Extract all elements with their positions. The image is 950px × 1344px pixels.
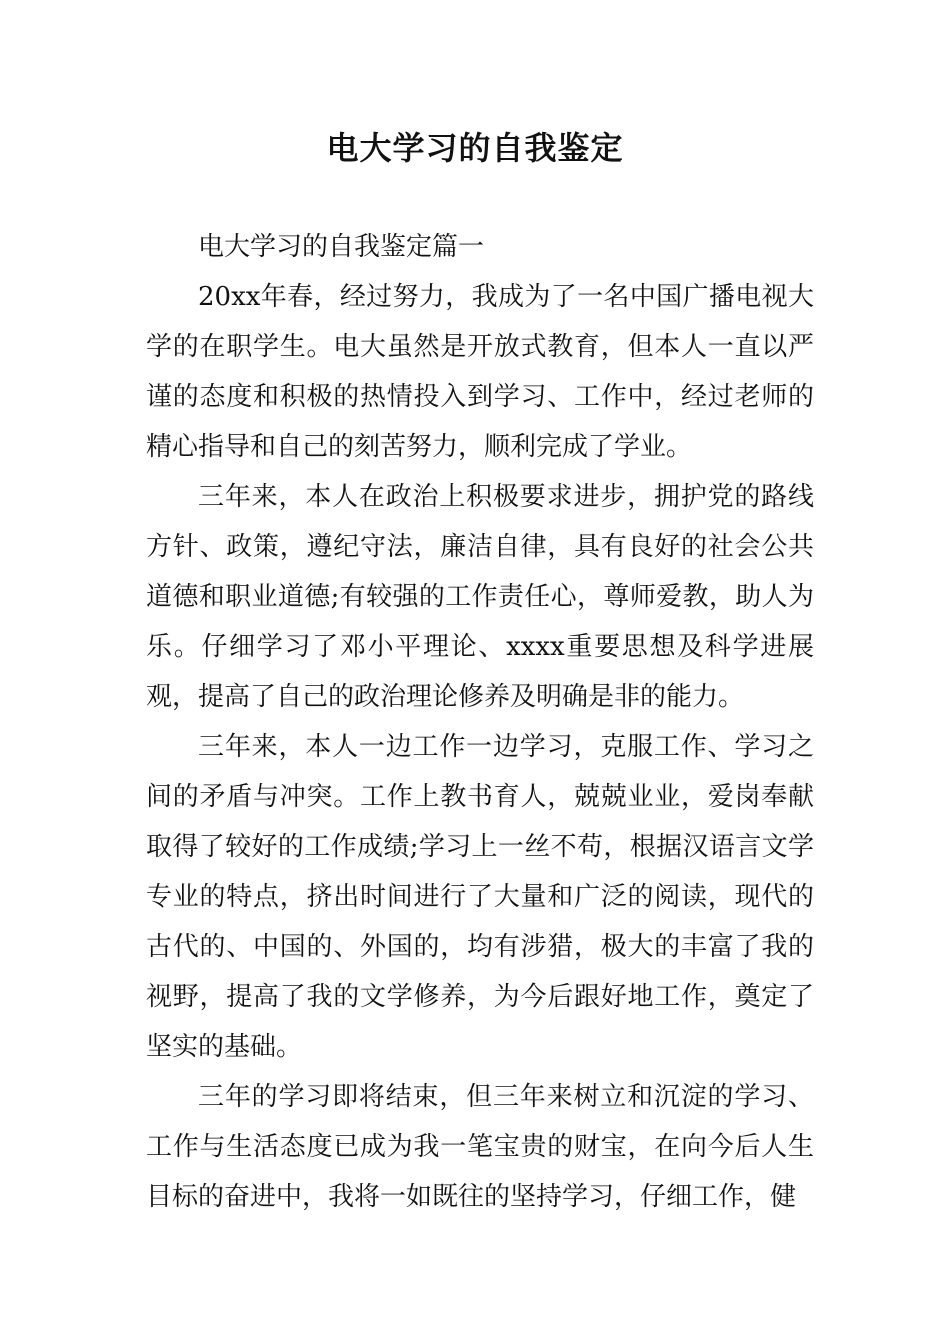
paragraph-2: 三年来，本人在政治上积极要求进步，拥护党的路线方针、政策，遵纪守法，廉洁自律，具有良好的社会公共道德和职业道德;有较强的工作责任心，尊师爱教，助人为乐。仔细学习了邓小平理论、xxxx重要思想及科学进展观，提高了自己的政治理论修养及明确是非的能力。	[146, 482, 814, 712]
document-body	[146, 222, 814, 1222]
paragraph-section-heading: 电大学习的自我鉴定篇一	[198, 232, 485, 262]
document-title: 电大学习的自我鉴定	[326, 129, 624, 167]
paragraph-1: 20xx年春，经过努力，我成为了一名中国广播电视大学的在职学生。电大虽然是开放式教育，但本人一直以严谨的态度和积极的热情投入到学习、工作中，经过老师的精心指导和自己的刻苦努力，顺利完成了学业。	[146, 282, 814, 462]
paragraph-3: 三年来，本人一边工作一边学习，克服工作、学习之间的矛盾与冲突。工作上教书育人，兢兢业业，爱岗奉献取得了较好的工作成绩;学习上一丝不苟，根据汉语言文学专业的特点，挤出时间进行了大量和广泛的阅读，现代的古代的、中国的、外国的，均有涉猎，极大的丰富了我的视野，提高了我的文学修养，为今后跟好地工作，奠定了坚实的基础。	[146, 732, 814, 1062]
paragraph-4: 三年的学习即将结束，但三年来树立和沉淀的学习、工作与生活态度已成为我一笔宝贵的财宝，在向今后人生目标的奋进中，我将一如既往的坚持学习，仔细工作，健	[146, 1082, 814, 1212]
